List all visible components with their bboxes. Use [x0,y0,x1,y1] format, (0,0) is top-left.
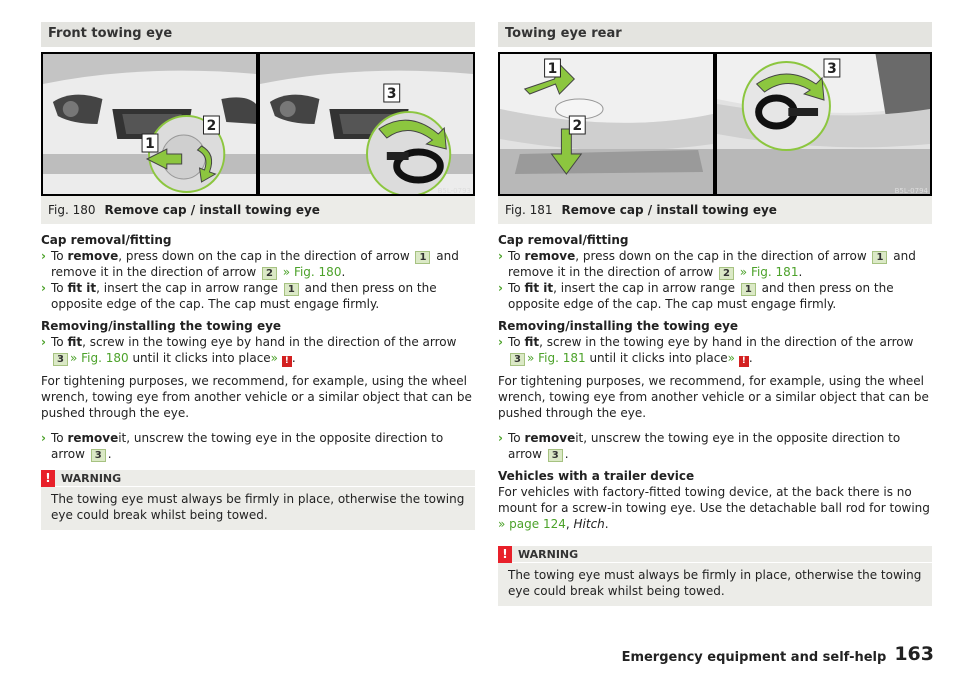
tightening-paragraph: For tightening purposes, we recommend, for example, using the wheel wrench, towing eye from another vehicle or a similar object that can be pushed through the eye. [41,374,472,420]
callout-ref-1: 1 [741,283,756,296]
warning-link[interactable]: » [270,351,282,365]
page-number: 163 [894,643,934,665]
figure-link[interactable]: » Fig. 181 [526,351,586,365]
figure-title: Remove cap / install towing eye [561,203,777,217]
step-fit-eye: › To fit, screw in the towing eye by hand in the direction of the arrow 3 » Fig. 181 until it clicks into place» ! . [498,335,914,366]
figure-180 [41,52,475,196]
figure-link[interactable]: » Fig. 180 [69,351,129,365]
step-arrow-icon: › [498,281,503,295]
callout-2: 2 [206,117,217,135]
callout-ref-3: 3 [53,353,68,366]
footer-chapter: Emergency equipment and self-help [621,650,887,665]
callout-ref-2: 2 [719,267,734,280]
subheading-cap: Cap removal/fitting [498,233,629,247]
warning-icon: ! [498,546,512,563]
photo-rear-cap [500,54,713,194]
callout-3: 3 [827,60,837,78]
step-remove-cap: › To remove, press down on the cap in the direction of arrow 1 and remove it in the direction of arrow 2 » Fig. 181. [498,249,916,279]
callout-2: 2 [572,117,583,135]
callout-ref-1: 1 [284,283,299,296]
warning-icon[interactable]: ! [739,356,749,367]
callout-3: 3 [386,85,397,103]
callout-1: 1 [547,60,558,78]
step-arrow-icon: › [498,335,503,349]
step-arrow-icon: › [498,249,503,263]
callout-ref-3: 3 [548,449,563,462]
section-heading: Front towing eye [41,22,475,47]
subheading-eye: Removing/installing the towing eye [498,319,739,333]
figure-code: B5L-0794 [894,187,928,195]
photo-rear-eye [717,54,930,194]
figure-code: B5L-0793 [437,187,471,195]
section-body [41,224,475,530]
section-body [498,224,932,606]
step-arrow-icon: › [41,281,46,295]
photo-front-cap [43,54,256,194]
step-arrow-icon: › [498,431,503,445]
figure-caption [41,196,475,224]
figure-caption [498,196,932,224]
step-remove-eye: › To removeit, unscrew the towing eye in the opposite direction to arrow 3 . [498,431,901,461]
figure-number: Fig. 180 [48,203,96,217]
section-heading: Towing eye rear [498,22,932,47]
page-footer [622,643,934,665]
warning-label: WARNING [61,472,122,485]
figure-link[interactable]: » Fig. 181 [735,265,799,279]
callout-ref-3: 3 [91,449,106,462]
step-arrow-icon: › [41,431,46,445]
photo-front-eye [260,54,473,194]
subheading-eye: Removing/installing the towing eye [41,319,282,333]
figure-number: Fig. 181 [505,203,553,217]
callout-ref-2: 2 [262,267,277,280]
step-fit-cap: › To fit it, insert the cap in arrow range 1 and then press on the opposite edge of the cap. The cap must engage firmly. [498,281,894,311]
step-fit-eye: › To fit, screw in the towing eye by hand in the direction of the arrow 3 » Fig. 180 until it clicks into place» ! . [41,335,457,366]
trailer-paragraph: For vehicles with factory-fitted towing device, at the back there is no mount for a screw-in towing eye. Use the detachable ball rod for towing » page 124, Hitch. [498,485,930,531]
step-arrow-icon: › [41,335,46,349]
warning-icon[interactable]: ! [282,356,292,367]
tightening-paragraph: For tightening purposes, we recommend, for example, using the wheel wrench, towing eye from another vehicle or a similar object that can be pushed through the eye. [498,374,929,420]
warning-text: The towing eye must always be firmly in place, otherwise the towing eye could break whilst being towed. [508,568,922,598]
step-remove-cap: › To remove, press down on the cap in the direction of arrow 1 and remove it in the direction of arrow 2 » Fig. 180. [41,249,459,279]
step-arrow-icon: › [41,249,46,263]
figure-title: Remove cap / install towing eye [104,203,320,217]
warning-text: The towing eye must always be firmly in place, otherwise the towing eye could break whilst being towed. [51,492,465,522]
rear-towing-section [498,22,932,606]
warning-icon: ! [41,470,55,487]
callout-ref-1: 1 [415,251,430,264]
warning-box [498,546,932,606]
warning-label: WARNING [518,548,579,561]
figure-link[interactable]: » Fig. 180 [278,265,342,279]
warning-box [41,470,475,530]
step-remove-eye: › To removeit, unscrew the towing eye in the opposite direction to arrow 3 . [41,431,444,461]
callout-ref-3: 3 [510,353,525,366]
step-fit-cap: › To fit it, insert the cap in arrow range 1 and then press on the opposite edge of the cap. The cap must engage firmly. [41,281,437,311]
warning-link[interactable]: » [727,351,739,365]
figure-181 [498,52,932,196]
page-link[interactable]: » page 124 [498,517,566,531]
callout-ref-1: 1 [872,251,887,264]
callout-1: 1 [145,135,155,153]
front-towing-section [41,22,475,530]
subheading-trailer: Vehicles with a trailer device [498,469,695,483]
subheading-cap: Cap removal/fitting [41,233,172,247]
